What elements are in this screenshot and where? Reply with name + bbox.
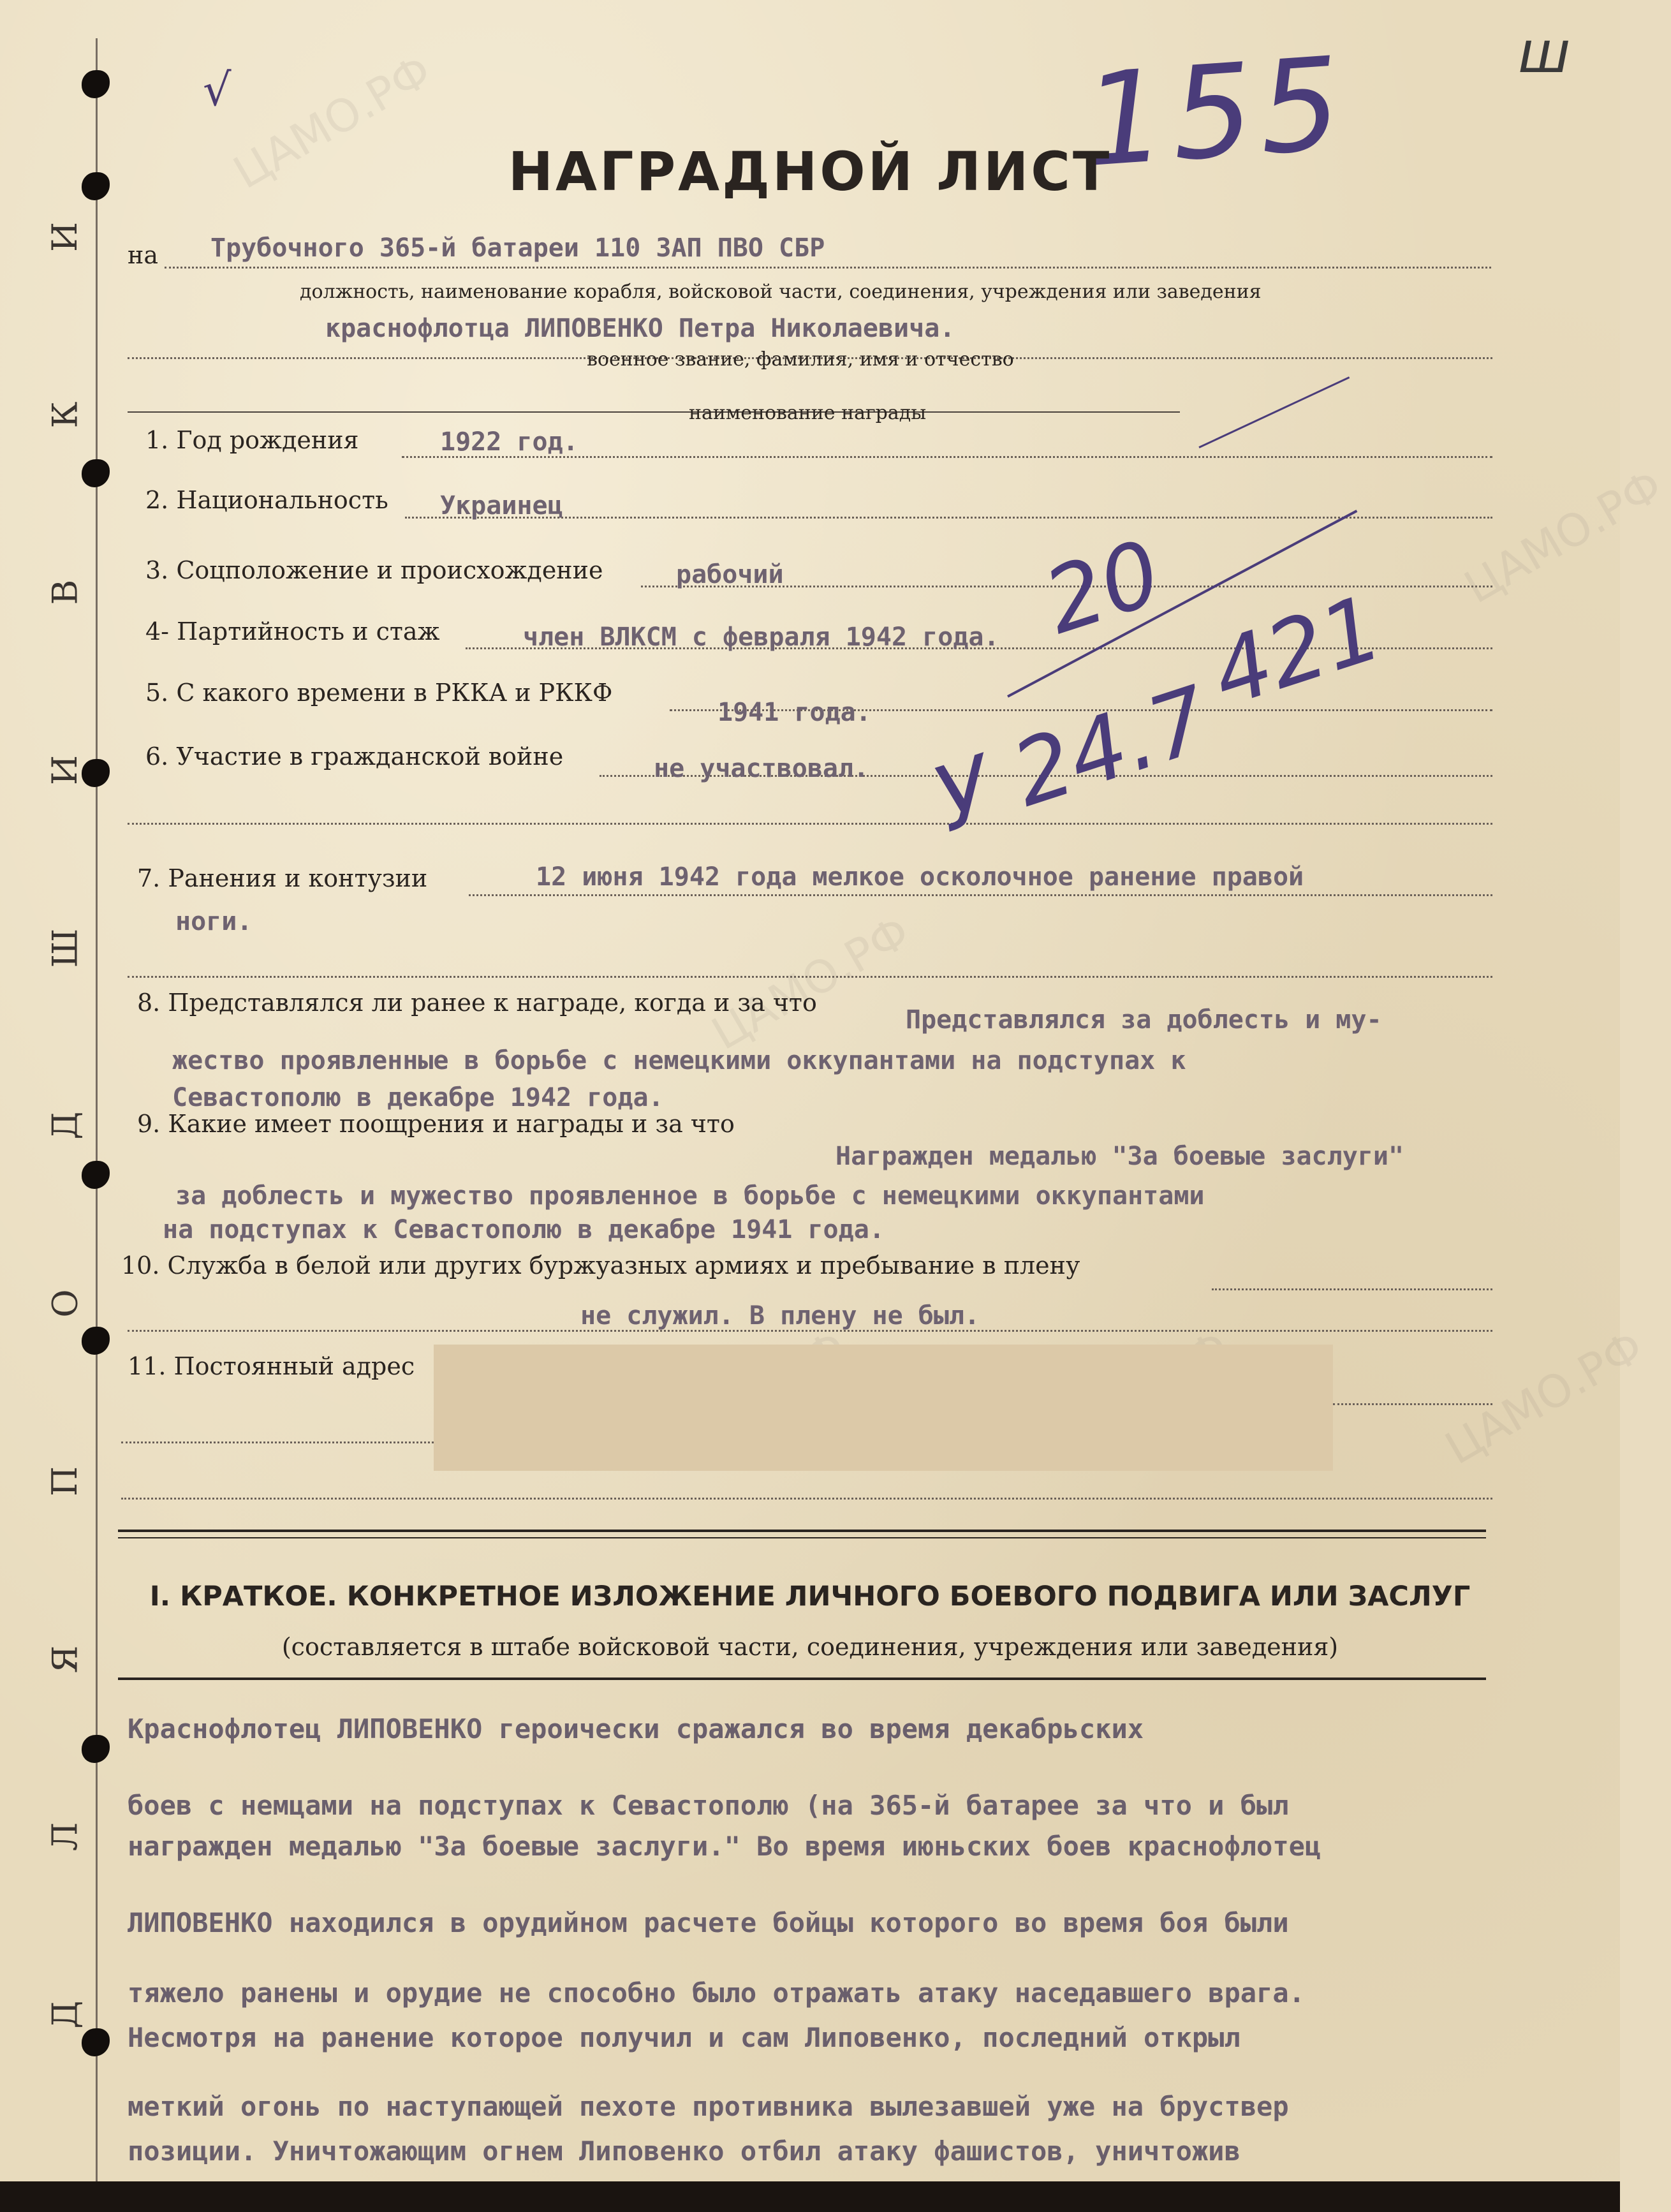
section-rule: [118, 1530, 1486, 1532]
field-value: 12 июня 1942 года мелкое осколочное ранение правой: [536, 862, 1304, 892]
fill-line: [128, 1330, 1492, 1332]
award-caption: наименование награды: [689, 402, 927, 424]
field-value: Награжден медалью "За боевые заслуги": [836, 1142, 1404, 1171]
handwritten-annotation: 20: [1033, 520, 1173, 655]
award-line: [128, 411, 1180, 413]
margin-letter: Д: [45, 2000, 85, 2029]
field-value-cont: за доблесть и мужество проявленное в борьбе с немецкими оккупантами: [175, 1181, 1205, 1211]
binding-hole: [82, 1161, 110, 1189]
name-caption: военное звание, фамилия, имя и отчество: [587, 348, 1014, 371]
margin-letter: К: [45, 401, 85, 429]
narrative-line: тяжело ранены и орудие не способно было отражать атаку наседавшего врага.: [128, 1977, 1305, 2009]
section-rule: [118, 1537, 1486, 1538]
fill-line: [469, 894, 1492, 896]
position-value: Трубочного 365-й батареи 110 ЗАП ПВО СБР: [210, 233, 825, 263]
field-value-cont: на подступах к Севастополю в декабре 1941 года.: [163, 1215, 885, 1244]
section-rule: [118, 1677, 1486, 1680]
field-value-cont: жество проявленные в борьбе с немецкими оккупантами на подступах к: [172, 1046, 1186, 1075]
margin-letter: О: [45, 1289, 85, 1318]
field-value-cont: Севастополю в декабре 1942 года.: [172, 1083, 664, 1112]
field-label: 9. Какие имеет поощрения и награды и за что: [137, 1110, 735, 1138]
margin-letter: И: [45, 755, 85, 786]
binding-line: [96, 38, 98, 2207]
margin-letter: И: [45, 221, 85, 253]
document-title: НАГРАДНОЙ ЛИСТ: [508, 140, 1112, 203]
na-label: на: [128, 241, 158, 269]
corner-mark: ш: [1518, 19, 1571, 86]
field-label: 10. Служба в белой или других буржуазных армиях и пребывание в плену: [121, 1251, 1080, 1279]
fill-line: [1212, 1288, 1492, 1290]
margin-letter: Ш: [45, 928, 85, 968]
name-value: краснофлотца ЛИПОВЕНКО Петра Николаевича.: [325, 314, 955, 343]
margin-letter: Л: [45, 1822, 85, 1852]
scan-edge: [0, 2181, 1620, 2212]
narrative-line: боев с немцами на подступах к Севастополю (на 365-й батарее за что и был: [128, 1790, 1289, 1821]
fill-line: [165, 267, 1491, 269]
field-value: 1922 год.: [440, 427, 578, 457]
field-value-cont: ноги.: [175, 907, 253, 936]
fill-line: [128, 823, 1492, 825]
field-label: 3. Соцположение и происхождение: [145, 556, 603, 584]
field-label: 7. Ранения и контузии: [137, 864, 428, 892]
field-value: рабочий: [676, 560, 784, 589]
narrative-line: Несмотря на ранение которое получил и сам Липовенко, последний открыл: [128, 2022, 1240, 2053]
binding-hole: [82, 1327, 110, 1355]
field-value: не участвовал.: [654, 754, 869, 783]
margin-letter: Я: [45, 1645, 85, 1673]
field-label: 8. Представлялся ли ранее к награде, когда и за что: [137, 989, 817, 1017]
field-value: не служил. В плену не был.: [580, 1301, 980, 1331]
check-mark: √: [203, 64, 232, 116]
watermark: ЦАМО.РФ: [1455, 459, 1671, 614]
watermark: ЦАМО.РФ: [225, 44, 441, 200]
field-value: Украинец: [440, 491, 563, 520]
position-caption: должность, наименование корабля, войсковой части, соединения, учреждения или заведения: [300, 281, 1262, 303]
narrative-line: позиции. Уничтожающим огнем Липовенко отбил атаку фашистов, уничтожив: [128, 2135, 1240, 2167]
margin-letter: Д: [45, 1111, 85, 1140]
field-label: 11. Постоянный адрес: [128, 1352, 415, 1380]
fill-line: [128, 976, 1492, 978]
margin-letter: П: [45, 1466, 85, 1496]
field-label: 4- Партийность и стаж: [145, 617, 440, 645]
binding-hole: [82, 2028, 110, 2056]
handwritten-annotation: У 24.7: [922, 667, 1222, 853]
section-subtitle: (составляется в штабе войсковой части, соединения, учреждения или заведения): [281, 1633, 1339, 1661]
fill-line: [1333, 1403, 1492, 1405]
section-title: I. КРАТКОЕ. КОНКРЕТНОЕ ИЗЛОЖЕНИЕ ЛИЧНОГО БОЕВОГО ПОДВИГА ИЛИ ЗАСЛУГ: [149, 1581, 1471, 1612]
handwritten-number: 155: [1079, 29, 1352, 196]
field-label: 6. Участие в гражданской войне: [145, 742, 564, 771]
field-label: 2. Национальность: [145, 486, 388, 514]
fill-line: [121, 1498, 1492, 1500]
binding-hole: [82, 759, 110, 787]
field-value: член ВЛКСМ с февраля 1942 года.: [523, 623, 999, 652]
field-value: Представлялся за доблесть и му-: [906, 1005, 1382, 1035]
narrative-line: награжден медалью "За боевые заслуги." Во время июньских боев краснофлотец: [128, 1831, 1321, 1862]
field-label: 1. Год рождения: [145, 426, 359, 454]
binding-hole: [82, 459, 110, 487]
field-value: 1941 года.: [718, 698, 871, 727]
handwritten-annotation: 421: [1200, 575, 1394, 728]
narrative-line: меткий огонь по наступающей пехоте противника вылезавшей уже на бруствер: [128, 2091, 1289, 2122]
handwritten-stroke: [1198, 376, 1350, 448]
narrative-line: ЛИПОВЕНКО находился в орудийном расчете бойцы которого во время боя были: [128, 1907, 1289, 1938]
fill-line: [405, 517, 1492, 519]
watermark: ЦАМО.РФ: [703, 905, 919, 1061]
narrative-line: Краснофлотец ЛИПОВЕНКО героически сражался во время декабрьских: [128, 1713, 1144, 1744]
margin-vertical-text: [46, 217, 84, 2035]
field-label: 5. С какого времени в РККА и РККФ: [145, 679, 613, 707]
margin-letter: В: [45, 580, 85, 605]
binding-hole: [82, 1735, 110, 1763]
fill-line: [121, 1441, 434, 1443]
watermark: ЦАМО.РФ: [1436, 1320, 1653, 1475]
binding-hole: [82, 70, 110, 98]
redacted-area: [434, 1345, 1333, 1471]
